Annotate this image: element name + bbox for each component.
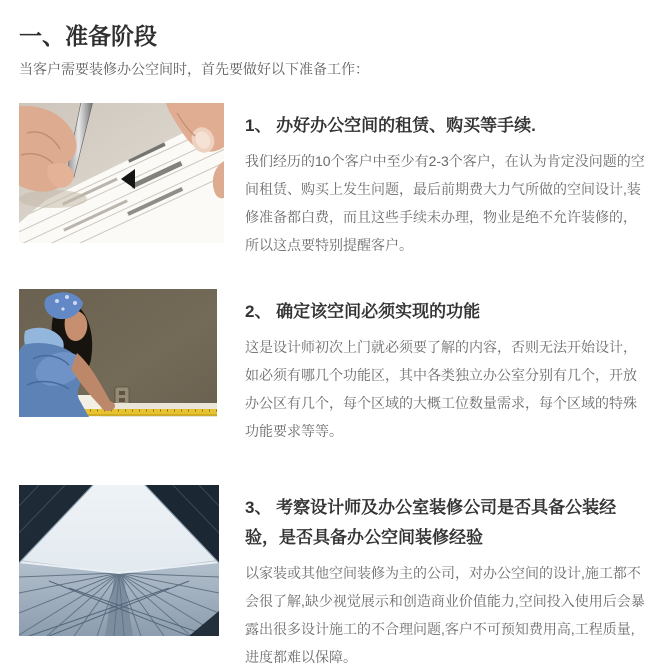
tape-measure — [81, 409, 217, 416]
section-text — [245, 103, 645, 259]
form-signing-photo — [19, 103, 225, 243]
section-text — [245, 485, 645, 671]
section-heading: 2、 确定该空间必须实现的功能 — [245, 302, 481, 321]
page-title: 一、准备阶段 — [19, 23, 157, 49]
form-signing-photo-svg — [19, 103, 224, 243]
skyscraper-photo-svg — [19, 485, 219, 636]
section-body: 我们经历的10个客户中至少有2-3个客户，在认为肯定没问题的空间租赁、购买上发生问题，最后前期费大力气所做的空间设计,装修准备都白费，而且这些手续未办理，物业是绝不允许装修的，所以这点要特别提醒客户。 — [245, 153, 645, 253]
skyscraper-photo — [19, 485, 225, 636]
hand — [101, 401, 115, 411]
section-prepare-paperwork — [0, 103, 650, 259]
section-heading: 1、 办好办公空间的租赁、购买等手续. — [245, 116, 536, 135]
section-body: 以家装或其他空间装修为主的公司，对办公空间的设计,施工都不会很了解,缺少视觉展示和创造商业价值能力,空间投入使用后会暴露出很多设计施工的不合理问题,客户不可预知费用高,工程质量,进度都难以保障。 — [245, 565, 645, 665]
measuring-wall-photo — [19, 289, 225, 417]
section-heading: 3、 考察设计师及办公室装修公司是否具备公装经验，是否具备办公空间装修经验 — [245, 498, 617, 547]
section-text — [245, 289, 645, 445]
section-evaluate-company — [0, 485, 650, 671]
section-define-functions — [0, 289, 650, 445]
section-list — [0, 103, 650, 671]
measuring-wall-photo-svg — [19, 289, 217, 417]
section-body: 这是设计师初次上门就必须要了解的内容，否则无法开始设计，如必须有哪几个功能区，其中各类独立办公室分别有几个，开放办公区有几个，每个区域的大概工位数量需求，每个区域的特殊功能要求等等。 — [245, 339, 637, 439]
intro-text: 当客户需要装修办公空间时，首先要做好以下准备工作： — [19, 61, 369, 77]
